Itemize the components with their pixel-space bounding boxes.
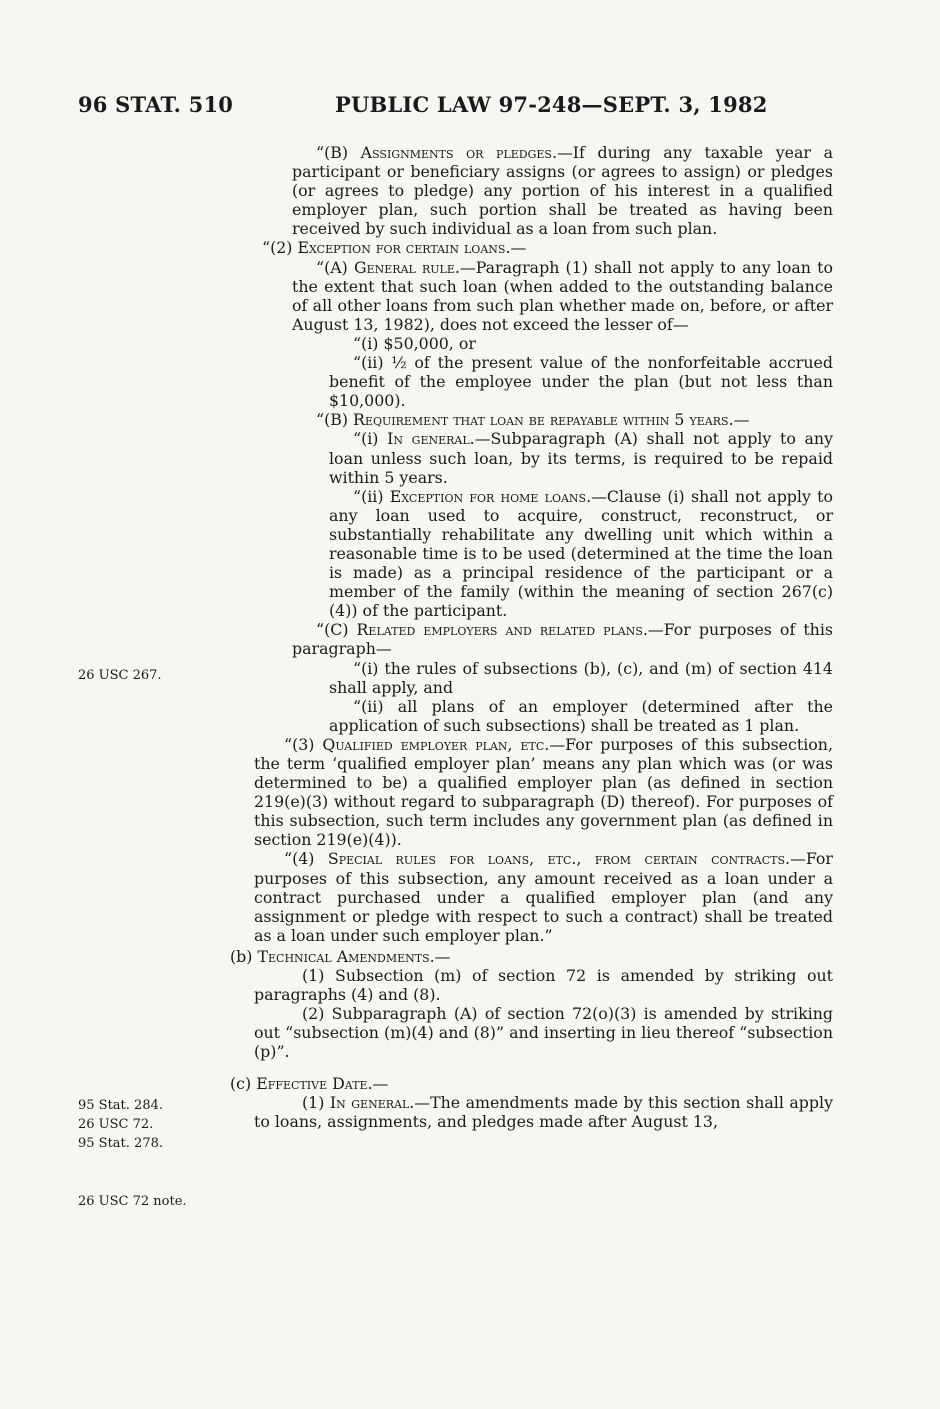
paragraph: “(i) the rules of subsections (b), (c), and (m) of section 414 shall apply, and <box>329 658 833 697</box>
margin-note: 26 USC 72 note. <box>78 1194 187 1209</box>
paragraph: “(ii) ½ of the present value of the nonforfeitable accrued benefit of the employee under the plan (but not less than $10,000). <box>329 353 833 411</box>
paragraph: “(2) Exception for certain loans.— <box>262 238 527 258</box>
stat-citation: 96 STAT. 510 <box>78 92 234 117</box>
paragraph: “(ii) Exception for home loans.—Clause (i) shall not apply to any loan used to acquire, construct, reconstruct, or substantially rehabilitate any dwelling unit which within a reasonable time is to be used (determined at the time the loan is made) as a principal residence of the participant or a member of the family (within the meaning of section 267(c)(4)) of the participant. <box>329 486 833 621</box>
paragraph: (b) Technical Amendments.— <box>230 946 451 966</box>
margin-note: 26 USC 72. <box>78 1117 154 1132</box>
statute-body <box>230 143 833 1131</box>
paragraph: “(i) $50,000, or <box>353 333 476 353</box>
paragraph: “(4) Special rules for loans, etc., from certain contracts.—For purposes of this subsection, any amount received as a loan under a contract purchased under a qualified employer plan (and any assignment or pledge with respect to such a contract) shall be treated as a loan under such employer plan.” <box>254 849 833 945</box>
margin-note: 95 Stat. 284. <box>78 1098 163 1113</box>
margin-note: 26 USC 267. <box>78 668 162 683</box>
margin-note: 95 Stat. 278. <box>78 1136 163 1151</box>
paragraph: (c) Effective Date.— <box>230 1073 389 1093</box>
paragraph: “(ii) all plans of an employer (determined after the application of such subsections) shall be treated as 1 plan. <box>329 696 833 735</box>
paragraph: “(C) Related employers and related plans.—For purposes of this paragraph— <box>292 620 833 659</box>
paragraph: “(B) Requirement that loan be repayable within 5 years.— <box>316 410 750 430</box>
paragraph: “(A) General rule.—Paragraph (1) shall not apply to any loan to the extent that such loan (when added to the outstanding balance of all other loans from such plan whether made on, before, or after August 13, 1982), does not exceed the lesser of— <box>292 257 833 334</box>
paragraph: (1) In general.—The amendments made by this section shall apply to loans, assignments, and pledges made after August 13, <box>254 1092 834 1131</box>
page-title: PUBLIC LAW 97-248—SEPT. 3, 1982 <box>335 92 768 117</box>
paragraph: “(i) In general.—Subparagraph (A) shall not apply to any loan unless such loan, by its terms, is required to be repaid within 5 years. <box>329 429 834 487</box>
paragraph: “(B) Assignments or pledges.—If during any taxable year a participant or beneficiary assigns (or agrees to assign) or pledges (or agrees to pledge) any portion of his interest in a qualified employer plan, such portion shall be treated as having been received by such individual as a loan from such plan. <box>292 143 833 239</box>
paragraph: (2) Subparagraph (A) of section 72(o)(3) is amended by striking out “subsection (m)(4) and (8)” and inserting in lieu thereof “subsection (p)”. <box>254 1004 833 1062</box>
paragraph: “(3) Qualified employer plan, etc.—For purposes of this subsection, the term ‘qualified employer plan’ means any plan which was (or was determined to be) a qualified employer plan (as defined in section 219(e)(3) without regard to subparagraph (D) thereof). For purposes of this subsection, such term includes any government plan (as defined in section 219(e)(4)). <box>254 734 833 850</box>
paragraph: (1) Subsection (m) of section 72 is amended by striking out paragraphs (4) and (8). <box>254 966 833 1005</box>
